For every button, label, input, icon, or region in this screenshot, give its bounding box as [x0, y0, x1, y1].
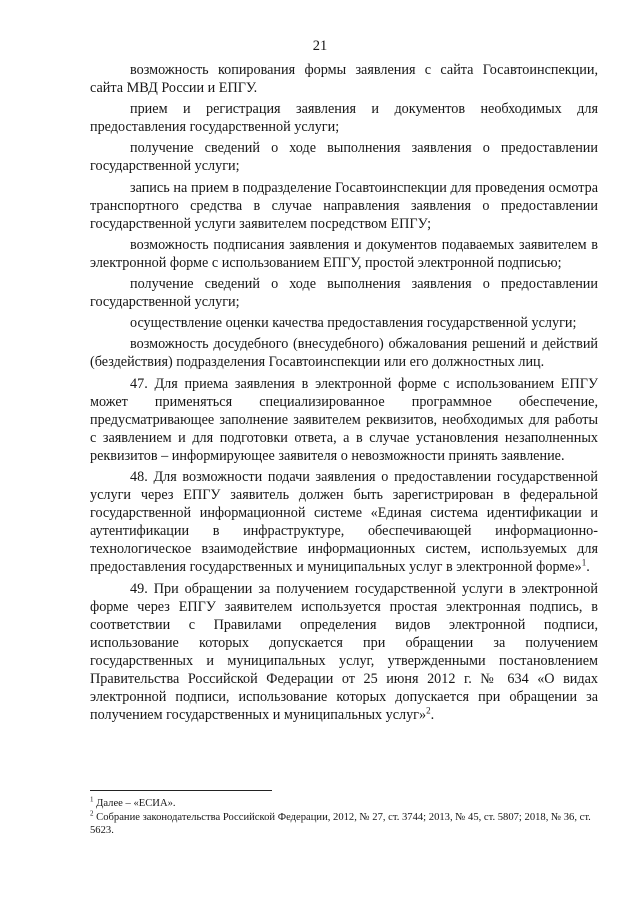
footnotes	[90, 797, 598, 838]
list-item: прием и регистрация заявления и документов необходимых для предоставления государственной услуги;	[90, 101, 598, 136]
list-item: осуществление оценки качества предоставления государственной услуги;	[130, 315, 577, 332]
footnote-mark: 1	[90, 795, 94, 804]
paragraph-48-text: 48. Для возможности подачи заявления о предоставлении государственной услуги через ЕПГУ заявитель должен быть зарегистрирован в федеральной государственной информационной системе «Единая система идентификации и аутентификации в инфраструктуре, обеспечивающей информационно-технологическое взаимодействие информационных систем, используемых для предоставления государственных и муниципальных услуг в электронной форме»	[90, 468, 598, 576]
paragraph-48	[90, 468, 598, 577]
paragraph-49	[90, 580, 598, 725]
list-item: возможность досудебного (внесудебного) обжалования решений и действий (бездействия) подразделения Госавтоинспекции или его должностных лиц.	[90, 336, 598, 371]
list-item: возможность подписания заявления и документов подаваемых заявителем в электронной форме с использованием ЕПГУ, простой электронной подписью;	[90, 236, 598, 271]
paragraph-49-text: 49. При обращении за получением государственной услуги в электронной форме через ЕПГУ заявителем используется простая электронная подпись, в соответствии с Правилами определения видов электронной подписи, использование которых допускается при обращении за получением государственных и муниципальных услуг, утвержденными постановлением Правительства Российской Федерации от 25 июня 2012 г. № 634 «О видах электронной подписи, использование которых допускается при обращении за получением государственных и муниципальных услуг»	[90, 580, 598, 724]
paragraph-49-end: .	[430, 707, 435, 724]
footnote-divider	[90, 790, 272, 791]
footnote-text: Собрание законодательства Российской Федерации, 2012, № 27, ст. 3744; 2013, № 45, ст. 5807; 2018, № 36, ст. 5623.	[90, 811, 591, 837]
list-item: возможность копирования формы заявления с сайта Госавтоинспекции, сайта МВД России и ЕПГУ.	[90, 62, 598, 97]
footnote-ref-2: 2	[426, 705, 431, 716]
footnote-text: Далее – «ЕСИА».	[93, 798, 176, 809]
body-text	[90, 61, 598, 724]
footnote-ref-1: 1	[581, 557, 587, 568]
footnote-mark: 2	[90, 809, 94, 818]
footnote-1	[90, 797, 598, 811]
paragraph-48-end: .	[586, 559, 590, 576]
footnote-2	[90, 811, 598, 838]
page-number: 21	[312, 38, 328, 54]
list-item: получение сведений о ходе выполнения заявления о предоставлении государственной услуги;	[90, 140, 598, 175]
list-item: запись на прием в подразделение Госавтоинспекции для проведения осмотра транспортного средства в случае направления заявления о предоставлении государственной услуги заявителем посредством ЕПГУ;	[90, 179, 598, 232]
list-item: получение сведений о ходе выполнения заявления о предоставлении государственной услуги;	[90, 276, 598, 311]
paragraph-47: 47. Для приема заявления в электронной форме с использованием ЕПГУ может применяться специализированное программное обеспечение, предусматривающее заполнение заявителем реквизитов, необходимых для работы с заявлением и для подготовки ответа, а в случае установления незаполненных реквизитов – информирующее заявителя о невозможности принять заявление.	[90, 375, 598, 464]
